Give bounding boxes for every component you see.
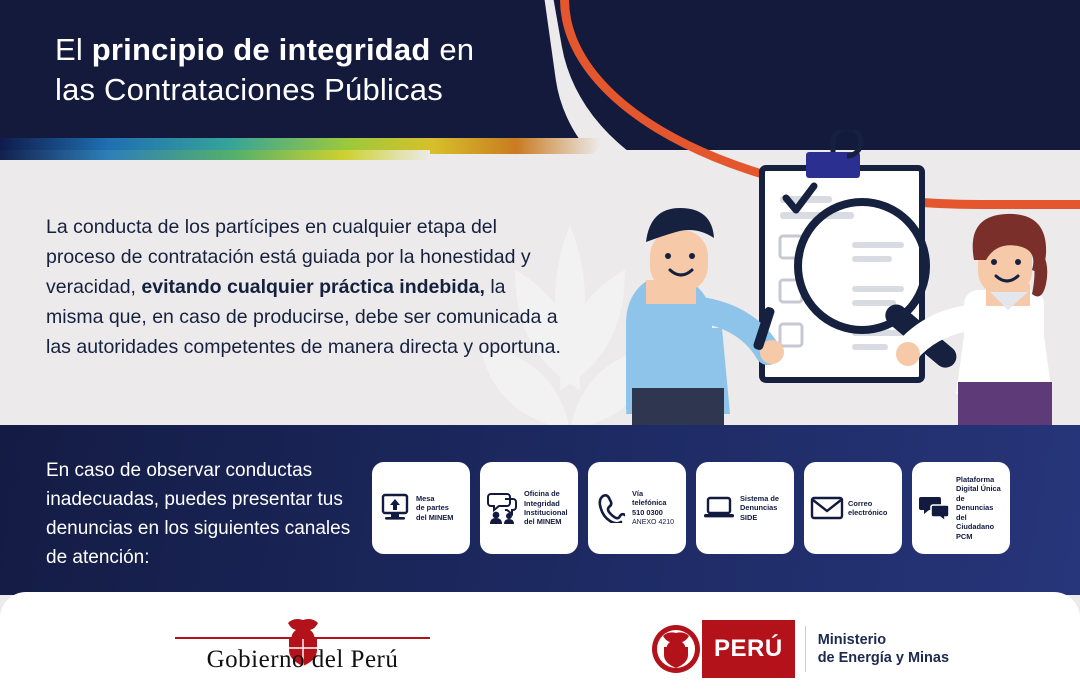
gobierno-divider (175, 637, 430, 639)
channel-line-4: del MINEM (524, 517, 562, 527)
channel-line-3: de Denuncias (956, 493, 994, 513)
channel-card-mesa-de-partes[interactable] (372, 462, 470, 554)
paragraph-segment-2: la misma que, en caso de producirse, debe ser comunicada a las autoridades competentes de manera directa y oportuna. (46, 276, 561, 358)
ministry-label (806, 631, 949, 667)
call-to-action-text: En caso de observar conductas inadecuadas, puedes presentar tus denuncias en los siguientes canales de atención: (46, 460, 351, 568)
channels-list (372, 462, 1010, 554)
channel-line-1: Correo (848, 498, 873, 508)
channel-line-4: del Ciudadano PCM (956, 512, 995, 541)
ministry-line-1: Ministerio (817, 632, 887, 648)
main-paragraph (46, 212, 566, 362)
channel-line-3: 510 0300 (632, 507, 663, 517)
channel-line-1: Mesa (416, 493, 435, 503)
channel-card-plataforma-pcm[interactable] (912, 462, 1010, 554)
minem-logo (650, 620, 949, 678)
channel-line-2: Integridad (524, 498, 560, 508)
chat-bubbles-icon (918, 494, 952, 522)
channel-line-1: Plataforma (956, 475, 995, 485)
channel-line-1: Oficina de (524, 489, 560, 499)
title-part-2: en (430, 32, 475, 67)
channel-line-2: Denuncias (740, 503, 778, 513)
channel-line-1: Sistema de (740, 493, 780, 503)
people-speech-icon (486, 491, 520, 525)
title-bold: principio de integridad (91, 32, 431, 67)
channel-card-side[interactable] (696, 462, 794, 554)
upload-document-icon (378, 492, 412, 524)
title-line-2: las Contrataciones Públicas (55, 72, 443, 107)
peru-seal-icon (650, 621, 702, 677)
channel-card-via-telefonica[interactable] (588, 462, 686, 554)
gobierno-label: Gobierno del Perú (206, 646, 399, 673)
channel-line-2: Digital Única (956, 484, 1001, 494)
gradient-bar-secondary (0, 150, 430, 160)
channel-label (956, 475, 1004, 541)
channel-line-3: SIDE (740, 512, 758, 522)
channel-label (848, 499, 887, 518)
channel-line-2: de partes (416, 503, 449, 513)
channel-label (416, 494, 453, 522)
channel-line-2: telefónica (632, 498, 667, 508)
title-part-1: El (55, 32, 92, 67)
channel-label (524, 489, 568, 527)
channel-card-correo[interactable] (804, 462, 902, 554)
envelope-icon (810, 496, 844, 520)
channel-line-4: ANEXO 4210 (632, 518, 675, 526)
illustration-people-clipboard (590, 130, 1080, 430)
paragraph-highlight: evitando cualquier práctica indebida, (141, 276, 485, 298)
page-title (55, 30, 695, 110)
ministry-line-2: de Energía y Minas (817, 650, 950, 666)
channel-card-oficina-integridad[interactable] (480, 462, 578, 554)
channel-line-2: electrónico (848, 508, 888, 517)
channel-line-3: del MINEM (416, 512, 454, 522)
channel-line-1: Vía (632, 488, 644, 498)
channel-label (740, 494, 779, 522)
phone-icon (594, 493, 628, 523)
peru-badge: PERÚ (702, 620, 795, 678)
laptop-icon (702, 495, 736, 521)
channel-line-3: Institucional (524, 508, 568, 517)
paragraph-segment-1: La conducta de los partícipes en cualquier etapa del proceso de contratación está guiada por la honestidad y veracidad, (46, 216, 531, 298)
channel-label (632, 489, 674, 528)
